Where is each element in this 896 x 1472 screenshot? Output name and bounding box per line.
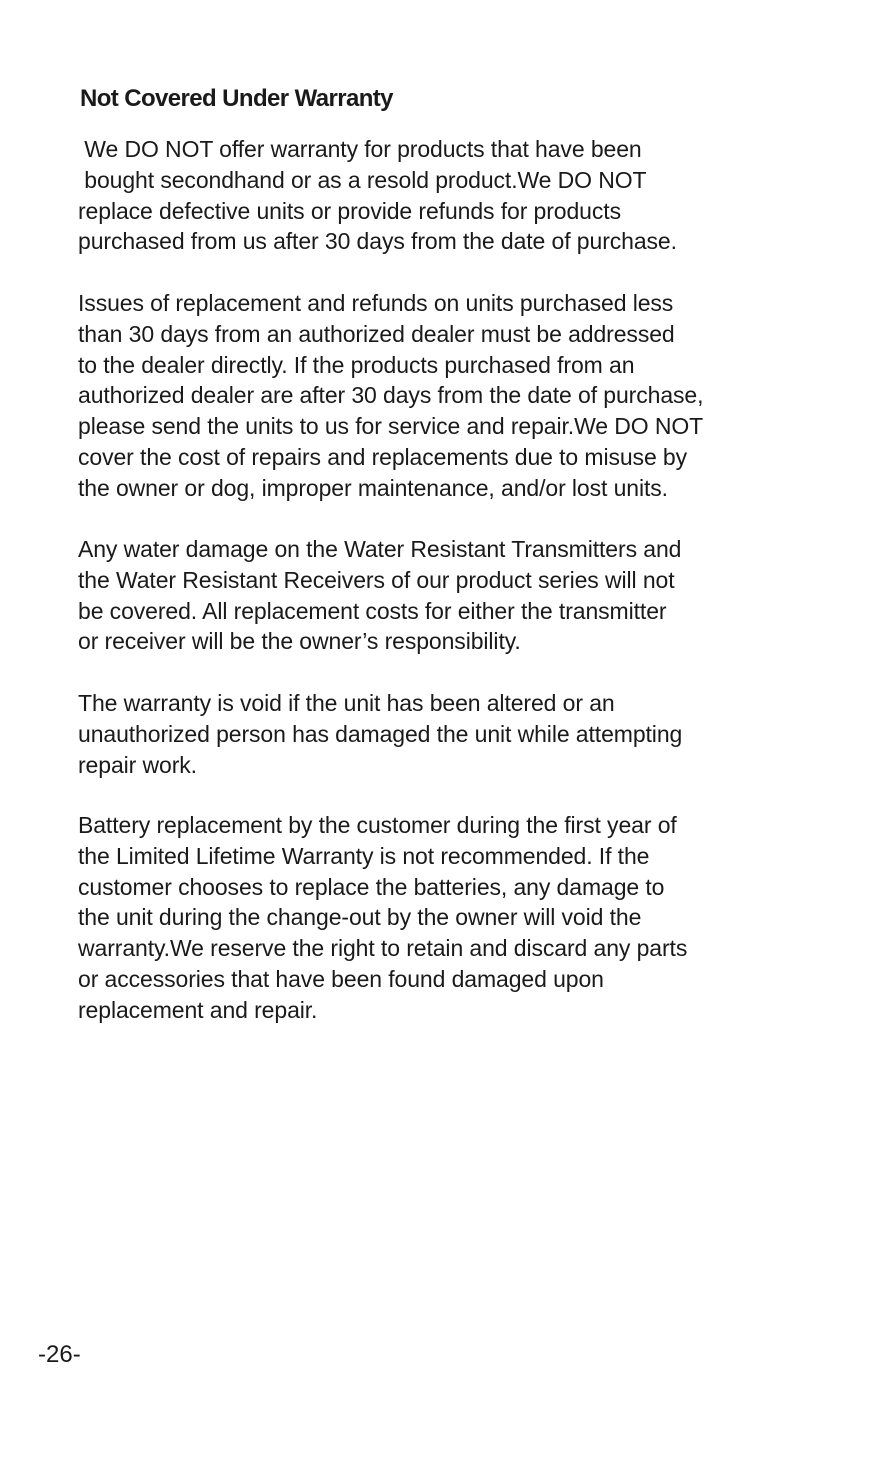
paragraph-line: to the dealer directly. If the products purchased from an bbox=[78, 351, 635, 378]
paragraph-battery-replacement bbox=[78, 810, 687, 1026]
paragraph-line: unauthorized person has damaged the unit while attempting bbox=[78, 720, 683, 747]
paragraph-line: Any water damage on the Water Resistant Transmitters and bbox=[78, 536, 682, 562]
paragraph-line: the owner or dog, improper maintenance, and/or lost units. bbox=[78, 474, 668, 501]
paragraph-water-damage bbox=[78, 534, 681, 657]
paragraph-line: authorized dealer are after 30 days from the date of purchase, bbox=[78, 382, 704, 409]
paragraph-line: Issues of replacement and refunds on units purchased less bbox=[78, 290, 674, 316]
page-number: -26- bbox=[38, 1341, 81, 1368]
paragraph-line: or accessories that have been found damaged upon bbox=[78, 965, 604, 992]
paragraph-line: the Limited Lifetime Warranty is not recommended. If the bbox=[78, 842, 650, 869]
paragraph-line: The warranty is void if the unit has been altered or an bbox=[78, 690, 615, 716]
paragraph-line: warranty.We reserve the right to retain and discard any parts bbox=[78, 935, 688, 962]
paragraph-line: or receiver will be the owner’s responsibility. bbox=[78, 628, 521, 655]
paragraph-dealer-issues bbox=[78, 288, 703, 504]
paragraph-line: replace defective units or provide refunds for products bbox=[78, 197, 621, 224]
paragraph-line: cover the cost of repairs and replacements due to misuse by bbox=[78, 443, 688, 470]
paragraph-line: repair work. bbox=[78, 751, 197, 778]
paragraph-line: customer chooses to replace the batteries, any damage to bbox=[78, 873, 665, 900]
paragraph-line: please send the units to us for service and repair.We DO NOT bbox=[78, 413, 704, 440]
paragraph-line: the Water Resistant Receivers of our product series will not bbox=[78, 566, 675, 593]
paragraph-line: than 30 days from an authorized dealer must be addressed bbox=[78, 320, 675, 347]
paragraph-line: be covered. All replacement costs for either the transmitter bbox=[78, 597, 667, 624]
paragraph-line: the unit during the change-out by the owner will void the bbox=[78, 904, 642, 931]
paragraph-line: purchased from us after 30 days from the date of purchase. bbox=[78, 228, 677, 255]
paragraph-line: We DO NOT offer warranty for products that have been bbox=[78, 136, 642, 162]
page-title: Not Covered Under Warranty bbox=[80, 85, 393, 112]
paragraph-secondhand bbox=[78, 134, 677, 257]
paragraph-line: replacement and repair. bbox=[78, 996, 318, 1023]
paragraph-line: Battery replacement by the customer during the first year of bbox=[78, 812, 677, 838]
paragraph-line: bought secondhand or as a resold product.We DO NOT bbox=[78, 166, 647, 193]
paragraph-void-warranty bbox=[78, 688, 682, 780]
